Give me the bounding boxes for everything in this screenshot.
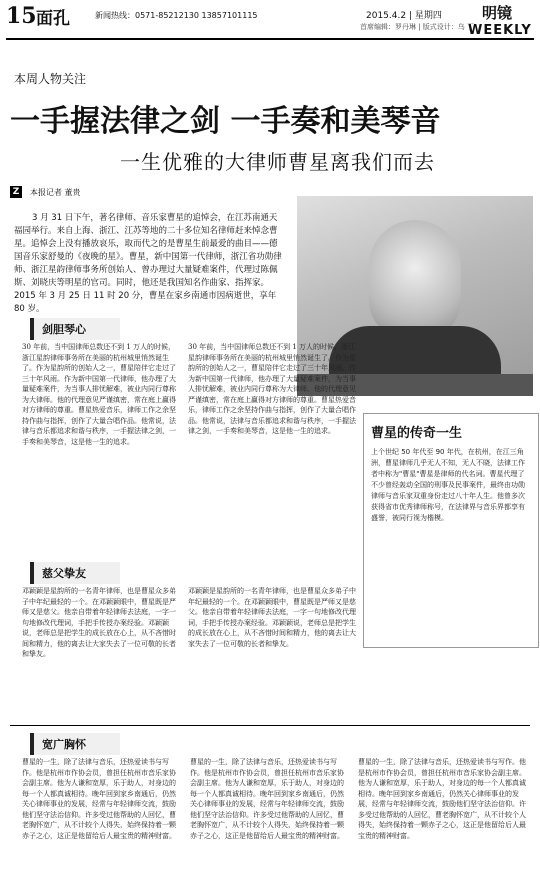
headline: 一手握法律之剑 一手奏和美琴音: [10, 104, 441, 139]
portrait-face: [369, 220, 461, 340]
editor-credit: 首席编辑：罗丹琳 | 版式设计：乌 丁: [360, 23, 475, 31]
section-2-col-2: 邓颖颖是星韵所的一名青年律师，也是曹星众多弟子中年纪最轻的一个。在邓颖颖眼中，曹星既是严师又是慈父。他亲自带着年轻律师去法庭，一字一句地修改代理词，手把手传授办案经验。邓颖颖说，老师总是把学生的成长放在心上，从不吝惜时间和精力，他的离去让大家失去了一位可敬的长者和挚友。: [188, 587, 356, 648]
section-title-2: 慈父挚友: [30, 562, 120, 584]
header-divider: [6, 38, 534, 40]
section-title-3: 宽广胸怀: [30, 733, 120, 755]
subheadline: 一生优雅的大律师曹星离我们而去: [120, 150, 435, 174]
section-3-col-2: 曹星的一生，除了法律与音乐，还热爱读书与写作。他是杭州市作协会员，曾担任杭州市音乐家协会副主席。他为人谦和宽厚，乐于助人，对身边的每一个人都真诚相待。晚年回到家乡南通后，仍然关心律师事业的发展，经常与年轻律师交流，鼓励他们坚守法治信仰。许多受过他帮助的人回忆，曹老胸怀宽广，从不计较个人得失，始终保持着一颗赤子之心，这正是他留给后人最宝贵的精神财富。: [190, 758, 344, 840]
newspaper-logo: 明镜 WEEKLY: [468, 4, 532, 38]
lead-paragraph: 3 月 31 日下午，著名律师、音乐家曹星的追悼会，在江苏南通天福园举行。来自上海、浙江、江苏等地的二十多位知名律师赶来悼念曹星。追悼会上没有播放哀乐，取而代之的是曹星生前最爱的曲目——德国音乐家舒曼的《夜晚的星》。曹星，新中国第一代律师，浙江省功勋律师、浙江星韵律师事务所创始人、曾办理过大量疑难案件，代理过陈佩斯、刘晓庆等明星的官司。同时，他还是我国知名作曲家、指挥家。2015 年 3 月 25 日 11 时 20 分，曹星在家乡南通市因病逝世，享年 80 岁。: [14, 213, 282, 314]
page-header: [0, 0, 540, 42]
issue-date: 2015.4.2 | 星期四: [366, 11, 442, 21]
byline: [10, 186, 81, 198]
sidebar-title: 曹星的传奇一生: [371, 426, 463, 441]
news-hotline: 新闻热线：0571-85212130 13857101115: [95, 11, 258, 20]
kicker: 本周人物关注: [14, 72, 87, 86]
section-2-col-1: 邓颖颖是星韵所的一名青年律师，也是曹星众多弟子中年纪最轻的一个。在邓颖颖眼中，曹星既是严师又是慈父。他亲自带着年轻律师去法庭，一字一句地修改代理词，手把手传授办案经验。邓颖颖说，老师总是把学生的成长放在心上，从不吝惜时间和精力，他的离去让大家失去了一位可敬的长者和挚友。: [22, 587, 176, 658]
section-name: 面孔: [36, 9, 70, 29]
section-divider: [10, 725, 530, 726]
section-3-col-3: 曹星的一生，除了法律与音乐，还热爱读书与写作。他是杭州市作协会员，曾担任杭州市音乐家协会副主席。他为人谦和宽厚，乐于助人，对身边的每一个人都真诚相待。晚年回到家乡南通后，仍然关心律师事业的发展，经常与年轻律师交流，鼓励他们坚守法治信仰。许多受过他帮助的人回忆，曹老胸怀宽广，从不计较个人得失，始终保持着一颗赤子之心，这正是他留给后人最宝贵的精神财富。: [358, 758, 526, 840]
sidebar-box: [363, 413, 539, 648]
section-1-col-2: 30 年前，当中国律师总数还不到 1 万人的时候，浙江星韵律师事务所在美丽的杭州城里悄然诞生了。作为星韵所的创始人之一，曹星陪伴它走过了三十年风雨。作为新中国第一代律师，他办理了大量疑难案件，为当事人排忧解难，被业内同行尊称为大律师。他的代理意见严谨缜密，常在庭上赢得对方律师的尊重。曹星热爱音乐，律师工作之余坚持作曲与指挥，创作了大量合唱作品。他常说，法律与音乐都追求和谐与秩序，一手握法律之剑，一手奏和美琴音，这是他一生的追求。: [188, 343, 356, 435]
z-badge-icon: Z: [10, 186, 22, 198]
section-1-col-1: 30 年前，当中国律师总数还不到 1 万人的时候，浙江星韵律师事务所在美丽的杭州城里悄然诞生了。作为星韵所的创始人之一，曹星陪伴它走过了三十年风雨。作为新中国第一代律师，他办理了大量疑难案件，为当事人排忧解难，被业内同行尊称为大律师。他的代理意见严谨缜密，常在庭上赢得对方律师的尊重。曹星热爱音乐，律师工作之余坚持作曲与指挥，创作了大量合唱作品。他常说，法律与音乐都追求和谐与秩序，一手握法律之剑，一手奏和美琴音，这是他一生的追求。: [22, 343, 176, 446]
section-3-col-1: 曹星的一生，除了法律与音乐，还热爱读书与写作。他是杭州市作协会员，曾担任杭州市音乐家协会副主席。他为人谦和宽厚，乐于助人，对身边的每一个人都真诚相待。晚年回到家乡南通后，仍然关心律师事业的发展，经常与年轻律师交流，鼓励他们坚守法治信仰。许多受过他帮助的人回忆，曹老胸怀宽广，从不计较个人得失，始终保持着一颗赤子之心，这正是他留给后人最宝贵的精神财富。: [22, 758, 176, 840]
byline-text: 本报记者 董贵: [30, 187, 81, 197]
page-number: 15: [6, 3, 37, 29]
section-title-1: 剑胆琴心: [30, 318, 120, 340]
sidebar-text: 上个世纪 50 年代至 90 年代，在杭州，在江三角洲，曹星律师几乎无人不知，无人不晓，法律工作者中称为"曹星"曹星是律师的代名词。曹星代理了不少曾经轰动全国的刑事及民事案件，最终由功勋律师与音乐家双重身份走过八十年人生。他曾多次获得省市优秀律师称号，在法律界与音乐界都享有盛誉，被同行视为楷模。: [371, 448, 525, 522]
